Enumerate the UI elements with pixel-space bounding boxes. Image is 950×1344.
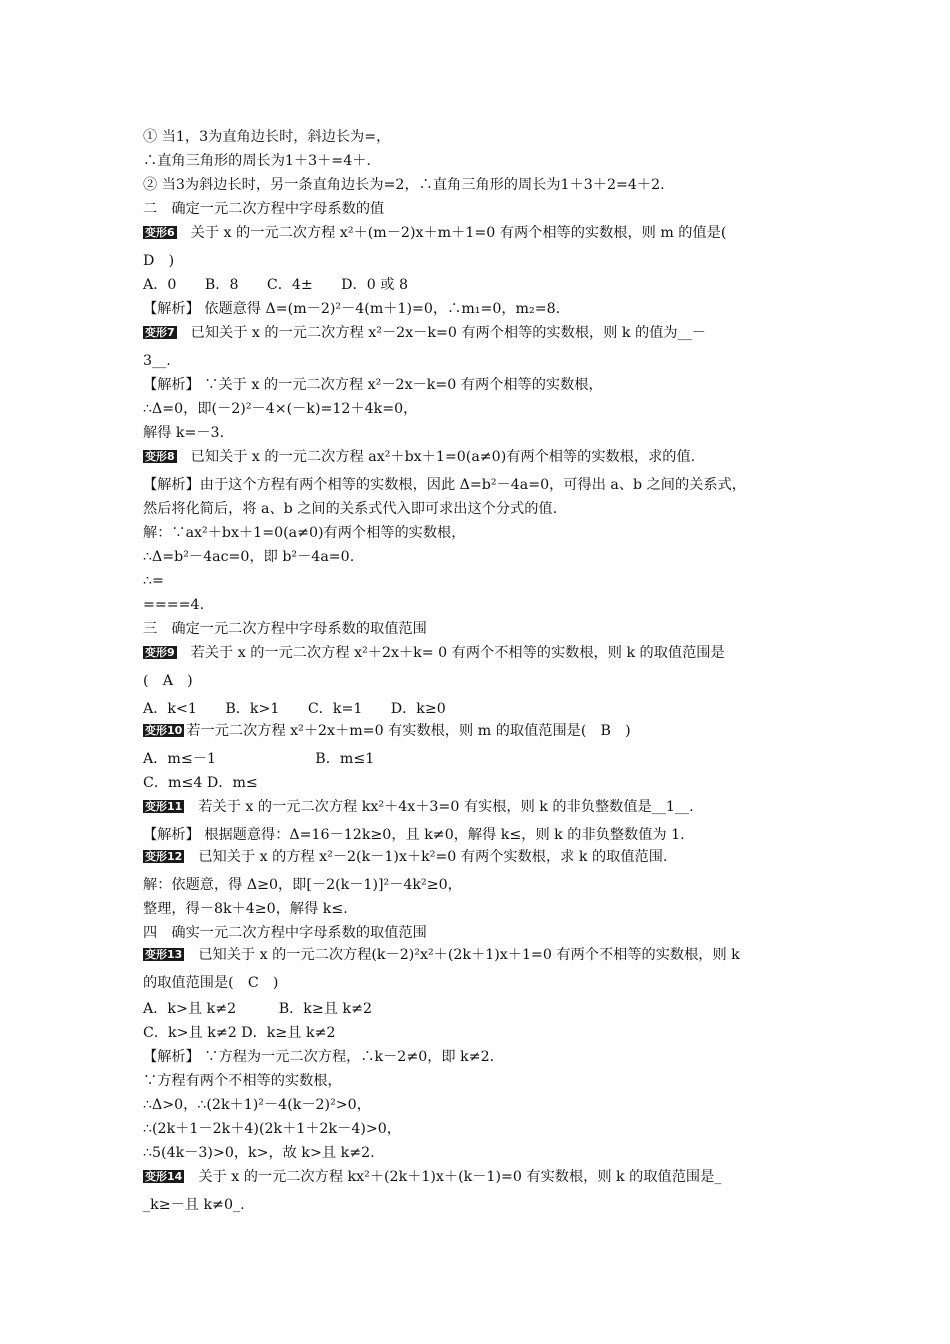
text-line: ∴= xyxy=(143,573,164,589)
analysis-line: 【解析】 ∵方程为一元二次方程，∴k－2≠0，即 k≠2. xyxy=(143,1049,495,1065)
text-line: ① 当1，3为直角边长时，斜边长为=， xyxy=(143,129,391,145)
answer-line: 3__. xyxy=(143,353,171,369)
text-line: ② 当3为斜边长时，另一条直角边长为=2，∴直角三角形的周长为1＋3＋2=4＋2. xyxy=(143,177,665,193)
variant-tag: 变形10 xyxy=(145,724,183,737)
section-heading: 三 确定一元二次方程中字母系数的取值范围 xyxy=(143,621,427,637)
variant-tag: 变形11 xyxy=(145,800,183,813)
text-line: 的取值范围是( C ) xyxy=(143,975,279,991)
problem-line: 变形11 若关于 x 的一元二次方程 kx²＋4x＋3=0 有实根，则 k 的非负整数值是__1__. xyxy=(145,799,694,815)
problem-line: 变形8 已知关于 x 的一元二次方程 ax²＋bx＋1=0(a≠0)有两个相等的实数根，求的值. xyxy=(145,449,696,465)
text-line: ∵方程有两个不相等的实数根， xyxy=(143,1073,342,1089)
variant-tag: 变形14 xyxy=(145,1170,183,1183)
problem-line: 变形7 已知关于 x 的一元二次方程 x²－2x－k=0 有两个相等的实数根，则 k 的值为__－ xyxy=(145,325,706,341)
variant-tag: 变形13 xyxy=(145,948,183,961)
analysis-line: 【解析】由于这个方程有两个相等的实数根，因此 Δ=b²－4a=0，可得出 a、b 之间的关系式， xyxy=(143,477,746,493)
text-line: ∴Δ=b²－4ac=0，即 b²－4a=0. xyxy=(143,549,355,565)
variant-tag: 变形9 xyxy=(145,646,175,659)
text-line: 解：依题意，得 Δ≥0，即[－2(k－1)]²－4k²≥0， xyxy=(143,877,462,893)
problem-line: 变形13 已知关于 x 的一元二次方程(k－2)²x²＋(2k＋1)x＋1=0 有两个不相等的实数根，则 k xyxy=(145,947,740,963)
text-line: D ) xyxy=(143,253,175,269)
options-line: A．k>且 k≠2 B．k≥且 k≠2 xyxy=(143,1001,372,1017)
text-line: ∴直角三角形的周长为1＋3＋=4＋. xyxy=(143,153,371,169)
text-line: ∴(2k＋1－2k＋4)(2k＋1＋2k－4)>0， xyxy=(143,1121,401,1137)
variant-tag: 变形12 xyxy=(145,850,183,863)
section-heading: 四 确实一元二次方程中字母系数的取值范围 xyxy=(143,925,427,941)
problem-line: 变形12 已知关于 x 的方程 x²－2(k－1)x＋k²=0 有两个实数根，求 k 的取值范围. xyxy=(145,849,668,865)
analysis-line: 【解析】 依题意得 Δ=(m－2)²－4(m＋1)=0，∴m₁=0，m₂=8. xyxy=(143,301,561,317)
text-line: ∴Δ>0，∴(2k＋1)²－4(k－2)²>0， xyxy=(143,1097,371,1113)
text-line: 解得 k=－3. xyxy=(143,425,225,441)
variant-tag: 变形7 xyxy=(145,326,175,339)
text-line: 整理，得－8k＋4≥0，解得 k≤. xyxy=(143,901,348,917)
options-line: A．0 B．8 C．4± D．0 或 8 xyxy=(143,277,409,293)
text-line: ∴Δ=0，即(－2)²－4×(－k)=12＋4k=0， xyxy=(143,401,418,417)
answer-line: _k≥－且 k≠0_. xyxy=(143,1197,245,1213)
section-heading: 二 确定一元二次方程中字母系数的值 xyxy=(143,201,385,217)
text-line: ( A ) xyxy=(143,673,193,689)
variant-tag: 变形8 xyxy=(145,450,175,463)
problem-line: 变形6 关于 x 的一元二次方程 x²＋(m－2)x＋m＋1=0 有两个相等的实数根，则 m 的值是( xyxy=(145,225,727,241)
options-line: A．m≤－1 B．m≤1 xyxy=(143,751,375,767)
analysis-line: 【解析】 根据题意得：Δ=16－12k≥0，且 k≠0，解得 k≤，则 k 的非负整数值为 1. xyxy=(143,827,685,843)
problem-line: 变形10 若一元二次方程 x²＋2x＋m=0 有实数根，则 m 的取值范围是( B ) xyxy=(145,723,631,739)
problem-line: 变形9 若关于 x 的一元二次方程 x²＋2x＋k= 0 有两个不相等的实数根，则 k 的取值范围是 xyxy=(145,645,725,661)
text-line: 解：∵ax²＋bx＋1=0(a≠0)有两个相等的实数根， xyxy=(143,525,466,541)
analysis-line: 【解析】 ∵关于 x 的一元二次方程 x²－2x－k=0 有两个相等的实数根， xyxy=(143,377,603,393)
options-line: C．k>且 k≠2 D．k≥且 k≠2 xyxy=(143,1025,336,1041)
problem-line: 变形14 关于 x 的一元二次方程 kx²＋(2k＋1)x＋(k－1)=0 有实数根，则 k 的取值范围是_ xyxy=(145,1169,722,1185)
text-line: ∴5(4k－3)>0，k>，故 k>且 k≠2. xyxy=(143,1145,375,1161)
options-line: C．m≤4 D．m≤ xyxy=(143,775,258,791)
text-line: 然后将化简后，将 a、b 之间的关系式代入即可求出这个分式的值. xyxy=(143,501,558,517)
text-line: ====4. xyxy=(143,597,205,613)
variant-tag: 变形6 xyxy=(145,226,175,239)
options-line: A．k<1 B．k>1 C．k=1 D．k≥0 xyxy=(143,701,446,717)
